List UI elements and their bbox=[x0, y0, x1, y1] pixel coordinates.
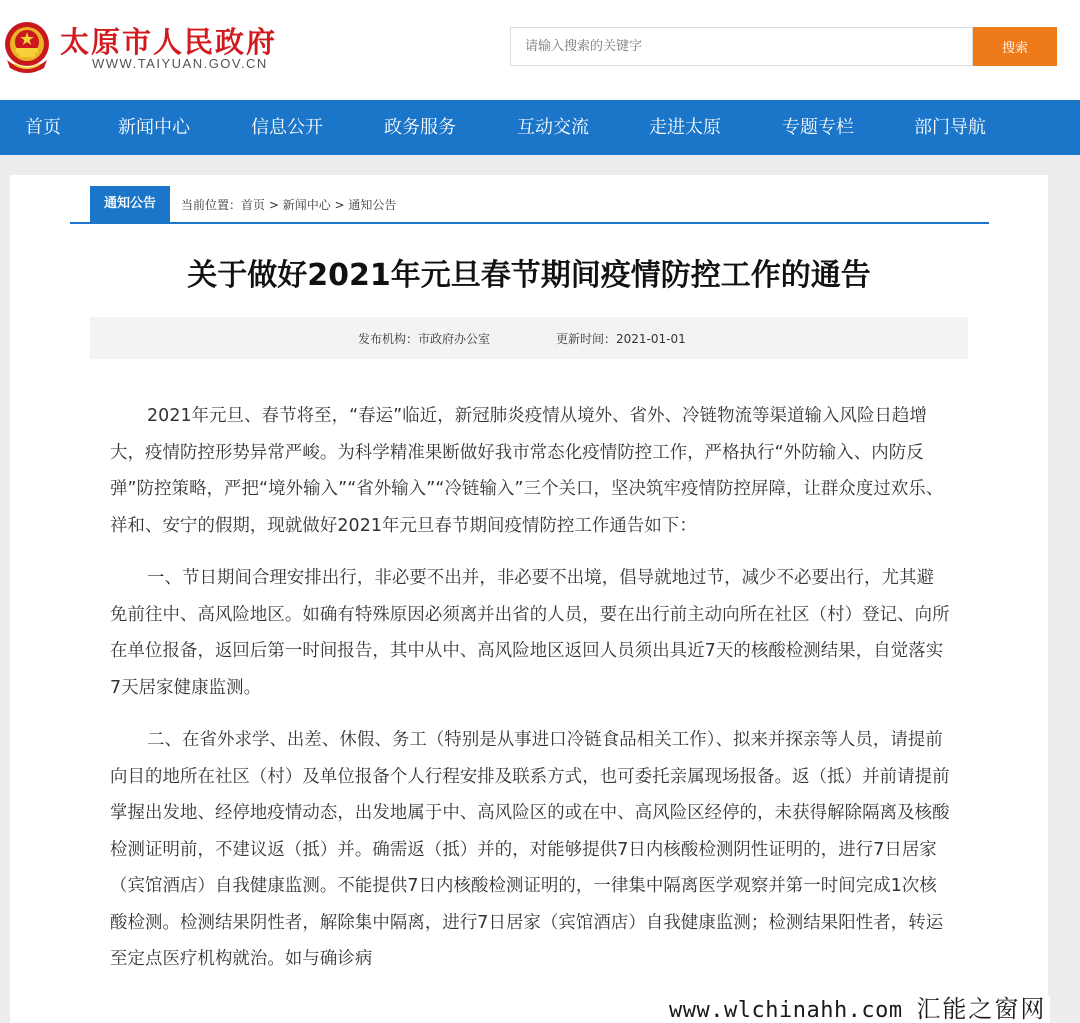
main-nav bbox=[0, 100, 1080, 155]
breadcrumb-separator: > bbox=[265, 198, 283, 212]
site-header bbox=[0, 0, 1080, 100]
nav-item-special-topics[interactable]: 专题专栏 bbox=[782, 117, 854, 138]
watermark bbox=[665, 996, 1050, 1023]
section-tag: 通知公告 bbox=[90, 186, 170, 222]
search-button[interactable]: 搜索 bbox=[973, 27, 1057, 66]
nav-item-news[interactable]: 新闻中心 bbox=[118, 117, 190, 138]
updated-label: 更新时间： bbox=[556, 332, 617, 346]
nav-item-about-taiyuan[interactable]: 走进太原 bbox=[649, 117, 721, 138]
publisher-meta bbox=[358, 330, 490, 347]
article-meta-bar bbox=[90, 317, 968, 359]
article-paragraph: 2021年元旦、春节将至，“春运”临近，新冠肺炎疫情从境外、省外、冷链物流等渠道输入风险日趋增大，疫情防控形势异常严峻。为科学精准果断做好我市常态化疫情防控工作，严格执行“外防输入、内防反弹”防控策略，严把“境外输入”“省外输入”“冷链输入”三个关口，坚决筑牢疫情防控屏障，让群众度过欢乐、祥和、安宁的假期，现就做好2021年元旦春节期间疫情防控工作通告如下： bbox=[110, 406, 944, 536]
nav-item-gov-services[interactable]: 政务服务 bbox=[384, 117, 456, 138]
article-title: 关于做好2021年元旦春节期间疫情防控工作的通告 bbox=[187, 258, 871, 293]
site-name[interactable]: 太原市人民政府 bbox=[60, 25, 278, 59]
site-url: WWW.TAIYUAN.GOV.CN bbox=[92, 56, 268, 71]
breadcrumb-notices[interactable]: 通知公告 bbox=[348, 198, 397, 212]
nav-item-departments[interactable]: 部门导航 bbox=[914, 117, 986, 138]
breadcrumb-separator: > bbox=[330, 198, 349, 212]
national-emblem-icon bbox=[2, 20, 52, 75]
breadcrumb-prefix: 当前位置： bbox=[181, 198, 242, 212]
watermark-url: www.wlchinahh.com bbox=[669, 998, 903, 1023]
section-divider bbox=[70, 222, 989, 224]
publisher-label: 发布机构： bbox=[358, 332, 419, 346]
watermark-text: 汇能之窗网 bbox=[916, 995, 1047, 1023]
nav-item-home[interactable]: 首页 bbox=[25, 117, 61, 138]
breadcrumb-news[interactable]: 新闻中心 bbox=[282, 198, 331, 212]
breadcrumb bbox=[181, 196, 396, 213]
breadcrumb-home[interactable]: 首页 bbox=[241, 198, 266, 212]
nav-item-interaction[interactable]: 互动交流 bbox=[517, 117, 589, 138]
nav-item-info-disclosure[interactable]: 信息公开 bbox=[251, 117, 323, 138]
article-paragraph: 一、节日期间合理安排出行，非必要不出并，非必要不出境，倡导就地过节，减少不必要出行，尤其避免前往中、高风险地区。如确有特殊原因必须离并出省的人员，要在出行前主动向所在社区（村）登记、向所在单位报备，返回后第一时间报告，其中从中、高风险地区返回人员须出具近7天的核酸检测结果，自觉落实7天居家健康监测。 bbox=[110, 568, 950, 698]
updated-value: 2021-01-01 bbox=[616, 332, 686, 346]
search-input[interactable] bbox=[510, 27, 973, 66]
publisher-value: 市政府办公室 bbox=[418, 332, 491, 346]
article-body bbox=[110, 398, 950, 994]
updated-meta bbox=[556, 330, 686, 347]
article-paragraph: 二、在省外求学、出差、休假、务工（特别是从事进口冷链食品相关工作）、拟来并探亲等人员，请提前向目的地所在社区（村）及单位报备个人行程安排及联系方式，也可委托亲属现场报备。返（抵）并前请提前掌握出发地、经停地疫情动态，出发地属于中、高风险区的或在中、高风险区经停的，未获得解除隔离及核酸检测证明前，不建议返（抵）并。确需返（抵）并的，对能够提供7日内核酸检测阴性证明的，进行7日居家（宾馆酒店）自我健康监测。不能提供7日内核酸检测证明的，一律集中隔离医学观察并第一时间完成1次核酸检测。检测结果阴性者，解除集中隔离，进行7日居家（宾馆酒店）自我健康监测；检测结果阳性者，转运至定点医疗机构就治。如与确诊病 bbox=[110, 730, 950, 969]
